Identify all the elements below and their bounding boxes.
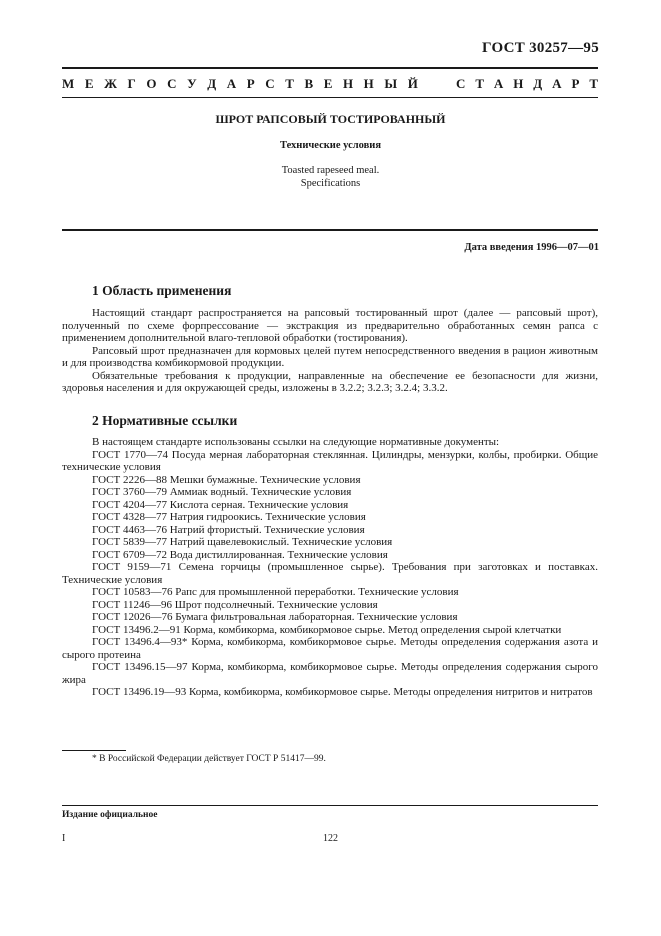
reference-item: ГОСТ 1770—74 Посуда мерная лабораторная стеклянная. Цилиндры, мензурки, колбы, пробирки. Общие технические условия (62, 448, 598, 473)
reference-item: ГОСТ 12026—76 Бумага фильтровальная лабораторная. Технические условия (92, 611, 458, 623)
title-block-rule (62, 229, 598, 231)
banner-letter: А (552, 76, 562, 91)
reference-item: ГОСТ 9159—71 Семена горчицы (промышленное сырье). Требования при заготовках и поставках. Технические условия (62, 561, 598, 586)
reference-item: ГОСТ 4204—77 Кислота серная. Технические условия (92, 498, 349, 511)
footnote: * В Российской Федерации действует ГОСТ Р 51417—99. (92, 754, 326, 764)
banner-word-interstate (62, 76, 418, 92)
banner-word-standard (456, 76, 598, 92)
banner-letter: Н (513, 76, 524, 91)
banner-letter: Е (323, 76, 333, 91)
reference-item: ГОСТ 13496.4—93* Корма, комбикорма, комбикормовое сырье. Методы определения содержания азота и сырого протеина (62, 636, 598, 661)
banner-letter: С (456, 76, 466, 91)
english-title-line: Toasted rapeseed meal. (281, 165, 380, 176)
reference-item: ГОСТ 4328—77 Натрия гидроокись. Технические условия (92, 511, 366, 523)
document-subtitle: Технические условия (279, 140, 382, 151)
english-subtitle-line: Specifications (300, 178, 361, 189)
introduction-date: Дата введения 1996—07—01 (464, 242, 599, 253)
references-intro: В настоящем стандарте использованы ссылки на следующие нормативные документы: (92, 436, 500, 448)
banner-letter: Г (127, 76, 136, 91)
footnote-separator (62, 750, 126, 751)
document-title: ШРОТ РАПСОВЫЙ ТОСТИРОВАННЫЙ (215, 112, 446, 126)
banner-letter: Д (533, 76, 543, 91)
reference-item: ГОСТ 5839—77 Натрий щавелевокислый. Технические условия (92, 536, 393, 548)
reference-item: ГОСТ 11246—96 Шрот подсолнечный. Технические условия (92, 598, 378, 611)
reference-item: ГОСТ 4463—76 Натрий фтористый. Технические условия (92, 523, 365, 536)
interstate-standard-banner (62, 76, 598, 92)
reference-item: ГОСТ 13496.2—91 Корма, комбикорма, комбикормовое сырье. Метод определения сырой клетчатки (92, 623, 562, 636)
banner-letter: Т (589, 76, 598, 91)
document-code: ГОСТ 30257—95 (481, 40, 599, 56)
section-2-heading: 2 Нормативные ссылки (92, 413, 238, 428)
banner-letter: А (226, 76, 237, 91)
banner-letter: Н (363, 76, 374, 91)
section-1-paragraph: Обязательные требования к продукции, направленные на обеспечение ее безопасности для жизни, здоровья населения и для окружающей среды, изложены в 3.2.2; 3.2.3; 3.2.4; 3.3.2. (62, 369, 598, 394)
banner-letter: Й (407, 76, 418, 91)
banner-letter: А (493, 76, 504, 91)
banner-letter: Ы (384, 76, 398, 91)
header-bottom-rule (62, 97, 598, 98)
banner-letter: Р (571, 76, 580, 91)
banner-letter: Ж (104, 76, 117, 91)
banner-letter: Д (207, 76, 217, 91)
section-2-body (62, 436, 598, 699)
reference-item: ГОСТ 3760—79 Аммиак водный. Технические условия (92, 486, 352, 498)
official-edition-label: Издание официальное (62, 810, 158, 820)
section-1-body (62, 307, 598, 395)
banner-letter: Е (84, 76, 94, 91)
banner-letter: Т (475, 76, 484, 91)
banner-letter: В (304, 76, 314, 91)
reference-item: ГОСТ 13496.15—97 Корма, комбикорма, комбикормовое сырье. Методы определения содержания сырого жира (62, 661, 598, 686)
banner-letter: Н (342, 76, 354, 91)
section-1-paragraph: Настоящий стандарт распространяется на рапсовый тостированный шрот (далее — рапсовый шрот), полученный по схеме форпрессование — экстракция из предварительно обработанных семян рапса с применением дополнительной влаго-тепловой обработки (тостирования). (62, 307, 598, 344)
banner-letter: М (62, 76, 75, 91)
banner-letter: Р (246, 76, 255, 91)
banner-letter: У (187, 76, 197, 91)
page-number: 122 (323, 833, 338, 844)
reference-item: ГОСТ 2226—88 Мешки бумажные. Технические условия (92, 473, 361, 486)
header-top-rule (62, 67, 598, 69)
banner-letter: С (265, 76, 275, 91)
page-marker-left: I (62, 833, 66, 844)
banner-letter: Т (285, 76, 294, 91)
english-title (0, 164, 661, 190)
reference-item: ГОСТ 6709—72 Вода дистиллированная. Технические условия (92, 548, 388, 561)
footer-rule (62, 805, 598, 806)
banner-letter: С (167, 76, 177, 91)
section-1-heading: 1 Область применения (92, 283, 232, 298)
section-1-paragraph: Рапсовый шрот предназначен для кормовых целей путем непосредственного введения в рацион животным и для производства комбикормовой продукции. (62, 344, 598, 369)
reference-item: ГОСТ 13496.19—93 Корма, комбикорма, комбикормовое сырье. Методы определения нитритов и нитратов (92, 686, 593, 698)
reference-item: ГОСТ 10583—76 Рапс для промышленной переработки. Технические условия (92, 586, 459, 598)
banner-letter: О (146, 76, 157, 91)
